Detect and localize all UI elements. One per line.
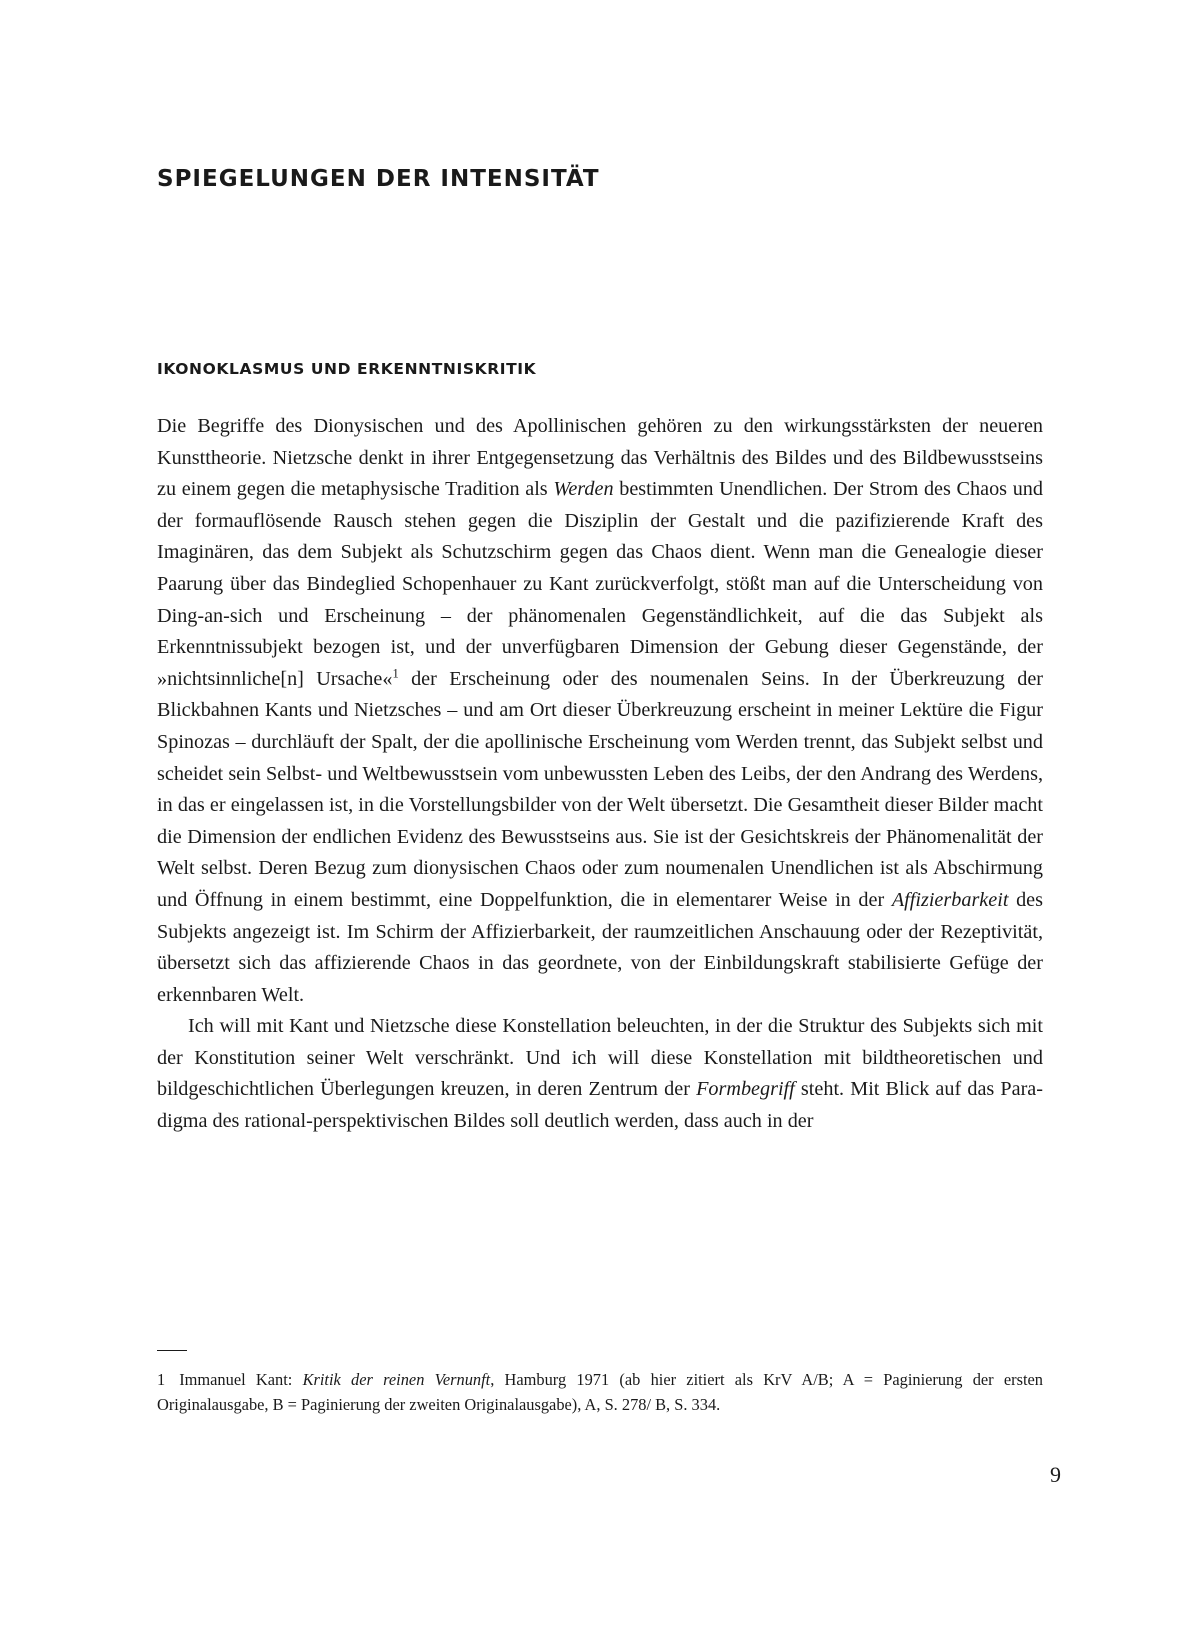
footnote-divider <box>157 1350 187 1351</box>
paragraph-2 <box>157 1011 1043 1137</box>
footnote-number: 1 <box>157 1370 166 1389</box>
body-text <box>157 411 1043 1138</box>
chapter-title: SPIEGELUNGEN DER INTENSITÄT <box>157 166 600 192</box>
paragraph-1-emphasis-affizierbarkeit: Affizierbarkeit <box>891 888 1009 911</box>
paragraph-1-text-4: des Subjekts angezeigt ist. Im Schirm der Affizierbarkeit, der raumzeitlichen Anschauung oder der Rezeptivität, übersetzt sich das affizierende Chaos in das geordnete, von der Einbildungskraft stabilisierte Gefüge der erkennbaren Welt. <box>157 888 1043 1006</box>
footnote-emphasis-title: Kritik der reinen Vernunft <box>302 1370 491 1389</box>
paragraph-1-text-2: bestimmten Unendlichen. Der Strom des Chaos und der formauflösende Rausch stehen gegen die Disziplin der Gestalt und die pazifizierende Kraft des Imaginären, das dem Subjekt als Schutzschirm gegen das Chaos dient. Wenn man die Genealogie dieser Paarung über das Bindeglied Schopenhauer zu Kant zurückverfolgt, stößt man auf die Unterscheidung von Ding-an-sich und Erscheinung – der phänomenalen Gegenständlichkeit, auf die das Subjekt als Erkenntnissubjekt bezogen ist, und der unverfügbaren Dimension der Gebung dieser Gegenstände, der »nichtsinnliche[n] Ursache« <box>157 478 1043 690</box>
footnote-text-2: , Hamburg 1971 (ab hier zitiert als KrV A/B; A = Paginierung der ersten Originalausgabe, B = Paginierung der zweiten Originalausgabe), A, S. 278/ B, S. 334. <box>157 1370 1043 1414</box>
paragraph-1 <box>157 411 1043 1011</box>
paragraph-2-emphasis-formbegriff: Formbegriff <box>696 1078 795 1101</box>
paragraph-2-text-2: steht. Mit Blick auf das Paradigma des rational-perspektivischen Bildes soll deutlich werden, dass auch in der <box>157 1078 1044 1133</box>
paragraph-1-text-1: Die Begriffe des Dionysischen und des Apollinischen gehören zu den wirkungsstärksten der neueren Kunsttheorie. Nietzsche denkt in ihrer Entgegensetzung das Verhältnis des Bildes und des Bildbewusstseins zu einem gegen die metaphysische Tradition als <box>157 415 1043 501</box>
paragraph-1-text-3: der Erscheinung oder des noumenalen Seins. In der Überkreuzung der Blickbahnen Kants und Nietzsches – und am Ort dieser Überkreuzung erscheint in meiner Lektüre die Figur Spinozas – durchläuft der Spalt, der die apollinische Erscheinung vom Werden trennt, das Subjekt selbst und scheidet sein Selbst- und Weltbewusstsein vom unbewussten Leben des Leibs, der den Andrang des Werdens, in das er eingelassen ist, in die Vorstellungsbilder von der Welt übersetzt. Die Gesamtheit dieser Bilder macht die Dimension der endlichen Evidenz des Bewusstseins aus. Sie ist der Gesichtskreis der Phänomenalität der Welt selbst. Deren Bezug zum dionysischen Chaos oder zum noumenalen Unendlichen ist als Abschirmung und Öffnung in einem bestimmt, eine Doppelfunktion, die in elementarer Weise in der <box>157 667 1043 911</box>
paragraph-1-emphasis-werden: Werden <box>553 478 614 501</box>
footnote-reference: 1 <box>392 666 399 681</box>
page-number: 9 <box>1050 1462 1061 1487</box>
section-title: IKONOKLASMUS UND ERKENNTNISKRITIK <box>157 360 537 378</box>
footnote-text-1: Immanuel Kant: <box>179 1370 303 1389</box>
footnote <box>157 1368 1043 1417</box>
paragraph-2-text-1: Ich will mit Kant und Nietzsche diese Konstellation beleuchten, in der die Struktur des Subjekts sich mit der Konstitution seiner Welt verschränkt. Und ich will diese Konstellation mit bildtheoretischen und bildgeschichtlichen Überlegungen kreuzen, in deren Zentrum der <box>157 1015 1043 1101</box>
